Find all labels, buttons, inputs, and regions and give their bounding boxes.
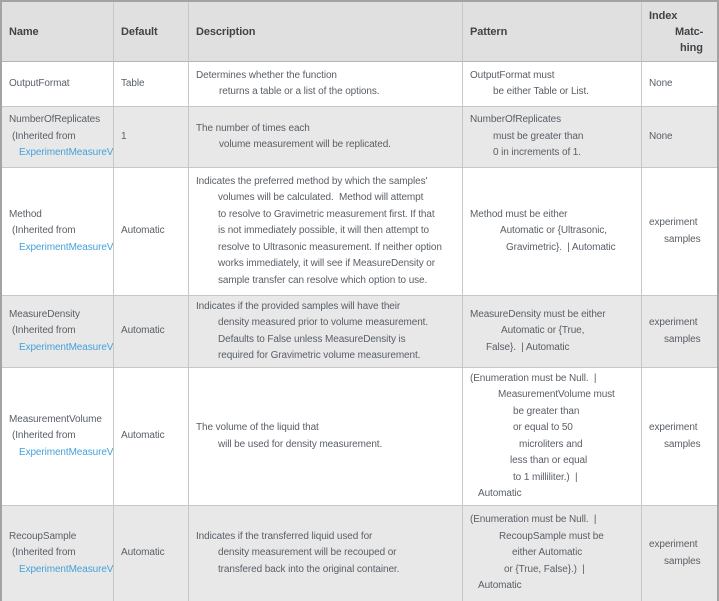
text-line: hing: [680, 41, 703, 54]
text-line: MeasureDensity must be either: [470, 308, 606, 320]
text-line: volume measurement will be replicated.: [219, 139, 391, 150]
text-line: (Enumeration must be Null. |: [470, 514, 597, 526]
cell-name: [2, 506, 114, 601]
cell-description: [189, 168, 463, 296]
column-header-default: [114, 2, 189, 62]
cell-name: [2, 62, 114, 107]
cell-name: [2, 107, 114, 168]
table-body: [2, 62, 717, 601]
table-row: [2, 296, 717, 368]
text-line: MeasureDensity: [9, 308, 80, 320]
cell-description: [189, 368, 463, 506]
inherited-from-link[interactable]: ExperimentMeasureV: [19, 446, 114, 458]
cell-pattern: [463, 107, 642, 168]
text-line: NumberOfReplicates: [9, 114, 101, 126]
cell-description: [189, 62, 463, 107]
cell-default: [114, 296, 189, 368]
text-line: is not immediately possible, it will then attempt to: [218, 225, 430, 237]
inherited-from-link[interactable]: ExperimentMeasureV: [19, 563, 114, 575]
text-line: None: [649, 77, 673, 89]
text-line: Name: [9, 25, 39, 38]
text-line: (Inherited from: [12, 430, 76, 442]
text-line: be either Table or List.: [493, 86, 589, 97]
cell-pattern: [463, 368, 642, 506]
text-line: sample transfer can resolve which option to use.: [218, 274, 428, 286]
cell-name: [2, 168, 114, 296]
cell-default: [114, 168, 189, 296]
text-line: Default: [121, 25, 158, 38]
inherited-from-link[interactable]: ExperimentMeasureV: [19, 147, 114, 159]
text-line: (Enumeration must be Null. |: [470, 372, 597, 384]
text-line: Matc-: [675, 25, 704, 38]
text-line: samples: [664, 233, 701, 245]
text-line: (Inherited from: [12, 325, 76, 337]
table-header-row: [2, 2, 717, 62]
text-line: RecoupSample: [9, 530, 77, 542]
text-line: samples: [664, 333, 701, 345]
cell-index-matching: [642, 296, 717, 368]
text-line: Method: [9, 208, 42, 220]
text-line: volumes will be calculated. Method will attempt: [218, 192, 424, 204]
text-line: Gravimetric}. | Automatic: [506, 241, 616, 253]
text-line: experiment: [649, 317, 698, 328]
cell-default: [114, 368, 189, 506]
text-line: RecoupSample must be: [499, 530, 604, 542]
text-line: less than or equal: [510, 455, 588, 466]
text-line: must be greater than: [493, 130, 584, 142]
inherited-from-link[interactable]: ExperimentMeasureV: [19, 341, 114, 353]
text-line: (Inherited from: [12, 225, 76, 237]
text-line: either Automatic: [512, 547, 583, 559]
text-line: 0 in increments of 1.: [493, 147, 581, 159]
text-line: Table: [121, 77, 145, 89]
text-line: experiment: [649, 539, 698, 550]
text-line: will be used for density measurement.: [218, 438, 383, 450]
cell-description: [189, 107, 463, 168]
text-line: Determines whether the function: [196, 69, 337, 81]
text-line: to resolve to Gravimetric measurement first. If that: [218, 208, 435, 220]
column-header-description: [189, 2, 463, 62]
cell-index-matching: [642, 62, 717, 107]
text-line: Automatic: [121, 325, 165, 337]
text-line: None: [649, 130, 673, 142]
text-line: The number of times each: [196, 122, 310, 134]
text-line: Indicates the preferred method by which the samples': [196, 175, 428, 187]
table-row: [2, 506, 717, 601]
column-header-index-matching: [642, 2, 717, 62]
cell-index-matching: [642, 168, 717, 296]
text-line: Defaults to False unless MeasureDensity is: [218, 333, 406, 345]
text-line: Automatic or {Ultrasonic,: [500, 225, 607, 237]
text-line: experiment: [649, 422, 698, 433]
text-line: density measurement will be recouped or: [218, 547, 397, 559]
cell-pattern: [463, 168, 642, 296]
text-line: resolve to Ultrasonic measurement. If neither option: [218, 241, 442, 253]
text-line: to 1 milliliter.) |: [513, 471, 578, 483]
cell-index-matching: [642, 506, 717, 601]
text-line: works immediately, it will see if MeasureDensity or: [218, 258, 436, 270]
cell-name: [2, 368, 114, 506]
text-line: Automatic or {True,: [501, 325, 585, 337]
text-line: samples: [664, 555, 701, 567]
text-line: OutputFormat: [9, 77, 70, 89]
inherited-from-link[interactable]: ExperimentMeasureV: [19, 241, 114, 253]
text-line: Indicates if the transferred liquid used for: [196, 530, 373, 542]
cell-pattern: [463, 62, 642, 107]
text-line: required for Gravimetric volume measurement.: [218, 350, 421, 361]
text-line: OutputFormat must: [470, 69, 555, 81]
cell-index-matching: [642, 368, 717, 506]
column-header-name: [2, 2, 114, 62]
text-line: Description: [196, 25, 256, 38]
text-line: Automatic: [121, 430, 165, 442]
text-line: Automatic: [121, 225, 165, 237]
text-line: (Inherited from: [12, 130, 76, 142]
text-line: be greater than: [513, 405, 580, 417]
text-line: 1: [121, 130, 127, 142]
cell-name: [2, 296, 114, 368]
text-line: (Inherited from: [12, 547, 76, 559]
text-line: Index: [649, 9, 678, 22]
text-line: MeasurementVolume must: [498, 389, 615, 400]
cell-description: [189, 506, 463, 601]
text-line: False}. | Automatic: [486, 341, 570, 353]
text-line: density measured prior to volume measurement.: [218, 317, 429, 328]
cell-default: [114, 506, 189, 601]
text-line: The volume of the liquid that: [196, 422, 319, 433]
text-line: Automatic: [478, 488, 522, 499]
text-line: Method must be either: [470, 208, 568, 220]
table-row: [2, 368, 717, 506]
text-line: NumberOfReplicates: [470, 114, 562, 126]
cell-description: [189, 296, 463, 368]
text-line: Automatic: [121, 547, 165, 559]
text-line: Automatic: [478, 580, 522, 592]
text-line: microliters and: [519, 438, 583, 450]
text-line: MeasurementVolume: [9, 413, 102, 425]
table-row: [2, 168, 717, 296]
text-line: experiment: [649, 217, 698, 228]
text-line: samples: [664, 438, 701, 450]
cell-default: [114, 107, 189, 168]
text-line: Pattern: [470, 25, 508, 38]
text-line: Indicates if the provided samples will have their: [196, 300, 401, 312]
column-header-pattern: [463, 2, 642, 62]
text-line: returns a table or a list of the options.: [219, 86, 380, 97]
cell-index-matching: [642, 107, 717, 168]
text-line: or {True, False}.) |: [504, 563, 585, 575]
table-row: [2, 62, 717, 107]
cell-default: [114, 62, 189, 107]
table-row: [2, 107, 717, 168]
cell-pattern: [463, 296, 642, 368]
text-line: or equal to 50: [513, 422, 573, 433]
cell-pattern: [463, 506, 642, 601]
text-line: transfered back into the original container.: [218, 563, 400, 575]
